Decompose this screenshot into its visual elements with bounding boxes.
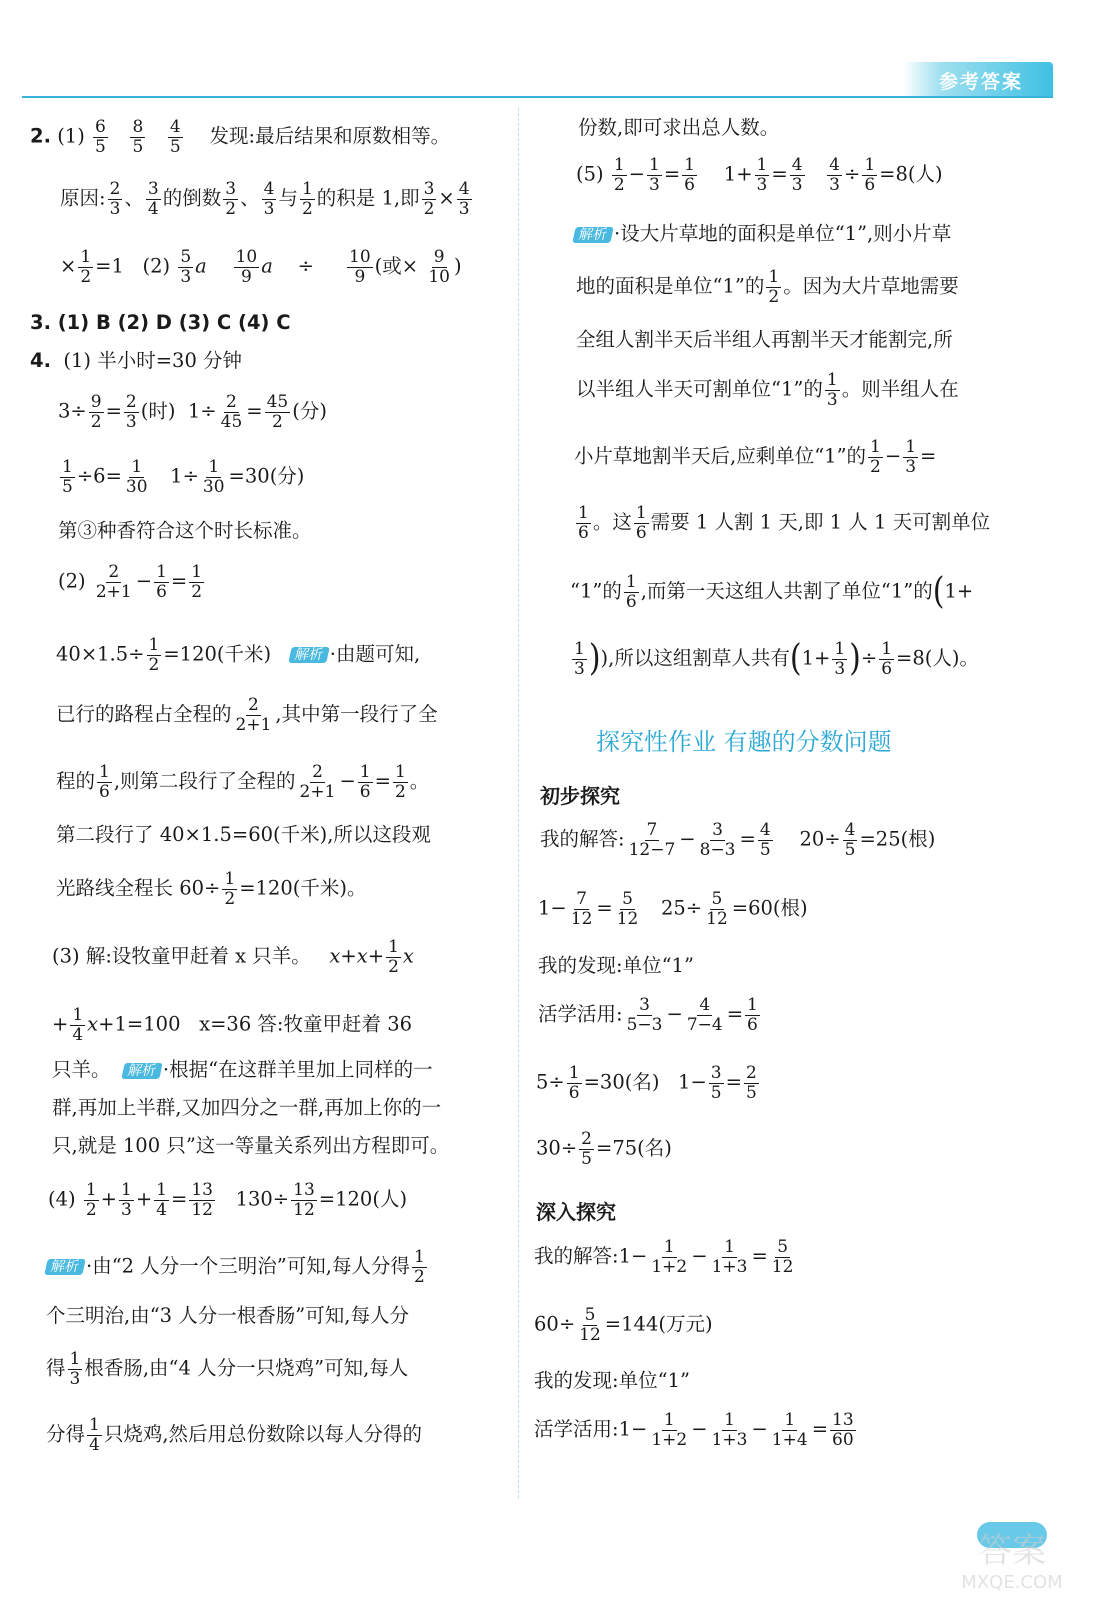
q4-part2-calc: 40×1.5÷ $\frac{1}{2}$ =120(千米) 解析 ·由题可知, bbox=[56, 635, 421, 675]
my-answer-1b: 1− $\frac{7}{12}$ = $\frac{5}{12}$ 25÷ $\frac{5}{12}$ =60(根) bbox=[538, 889, 808, 929]
r-ana5: 小片草地割半天后,应剩单位“1”的 $\frac{1}{2}$ − $\frac{1}{3}$ = bbox=[574, 437, 937, 477]
q3-answers: 3. (1) B (2) D (3) C (4) C bbox=[30, 311, 291, 334]
svg-text:MXQE.COM: MXQE.COM bbox=[961, 1572, 1063, 1593]
my-answer-1: 我的解答: $\frac{7}{12-7}$ − $\frac{3}{8-3}$ = $\frac{4}{5}$ 20÷ $\frac{4}{5}$ =25(根) bbox=[540, 820, 936, 860]
q4-line2: 3÷ $\frac{9}{2}$ = $\frac{2}{3}$ (时) 1÷ $\frac{2}{45}$ = $\frac{45}{2}$ (分) bbox=[58, 392, 327, 432]
sub-heading-1: 初步探究 bbox=[540, 784, 620, 808]
r-line1: 份数,即可求出总人数。 bbox=[578, 116, 780, 139]
r-ana3: 全组人割半天后半组人再割半天才能割完,所 bbox=[576, 328, 953, 351]
q4-part3b: + $\frac{1}{4}$ x+1=100 x=36 答:牧童甲赶着 36 bbox=[52, 1005, 413, 1045]
q4-incense: 第③种香符合这个时长标准。 bbox=[58, 519, 312, 542]
apply-2: 活学活用:1− $\frac{1}{1+2}$ − $\frac{1}{1+3}$ − $\frac{1}{1+4}$ = $\frac{13}{60}$ bbox=[534, 1410, 854, 1450]
header-tab bbox=[903, 62, 1053, 98]
q4-part4d: 分得 $\frac{1}{4}$ 只烧鸡,然后用总份数除以每人分得的 bbox=[46, 1415, 423, 1455]
section-heading: 探究性作业 有趣的分数问题 bbox=[596, 728, 892, 756]
q4-part4: (4) $\frac{1}{2}$ + $\frac{1}{3}$ + $\frac{1}{4}$ = $\frac{13}{12}$ 130÷ $\frac{13}{12}$ =120(人) bbox=[48, 1180, 408, 1220]
header-tab-label: 参考答案 bbox=[938, 71, 1023, 93]
r-part5: (5) $\frac{1}{2}$ − $\frac{1}{3}$ = $\frac{1}{6}$ 1+ $\frac{1}{3}$ = $\frac{4}{3}$ $\frac{4}{3}$ ÷ $\frac{1}{6}$ =8(人) bbox=[576, 155, 943, 195]
analysis-badge: 解析 bbox=[288, 647, 329, 663]
my-answer-2: 我的解答:1− $\frac{1}{1+2}$ − $\frac{1}{1+3}$ = $\frac{5}{12}$ bbox=[534, 1237, 794, 1277]
q2-line2: 原因: $\frac{2}{3}$ 、 $\frac{3}{4}$ 的倒数 $\frac{3}{2}$ 、 $\frac{4}{3}$ 与 $\frac{1}{2}$ 的积是 1,即 $\frac{3}{2}$ × $\frac{4}{3}$ bbox=[60, 179, 470, 219]
q2-line3: × $\frac{1}{2}$ =1 (2) $\frac{5}{3}$ a $\frac{10}{9}$ a ÷ $\frac{10}{9}$ (或× $\frac{9}{10}$ ) bbox=[60, 247, 462, 287]
q2-line1: 2. (1) $\frac{6}{5}$ $\frac{8}{5}$ $\frac{4}{5}$ 发现:最后结果和原数相等。 bbox=[30, 117, 451, 157]
q4-part3: (3) 解:设牧童甲赶着 x 只羊。 x+x+ $\frac{1}{2}$ x bbox=[52, 937, 414, 977]
my-answer-2b: 60÷ $\frac{5}{12}$ =144(万元) bbox=[534, 1305, 713, 1345]
r-ana4: 以半组人半天可割单位“1”的 $\frac{1}{3}$ 。则半组人在 bbox=[576, 370, 959, 410]
r-ana1: 解析 ·设大片草地的面积是单位“1”,则小片草 bbox=[574, 224, 951, 244]
q4-line1: 4. (1) 半小时=30 分钟 bbox=[30, 349, 243, 372]
my-finding-1: 我的发现:单位“1” bbox=[538, 954, 694, 977]
r-ana6: $\frac{1}{6}$ 。这 $\frac{1}{6}$ 需要 1 人割 1 天,即 1 人 1 天可割单位 bbox=[578, 503, 991, 543]
watermark-logo bbox=[937, 1504, 1087, 1594]
r-ana8: $\frac{1}{3}$ )),所以这组割草人共有(1+ $\frac{1}{3}$ )÷ $\frac{1}{6}$ =8(人)。 bbox=[574, 637, 980, 680]
q4-ana2: 已行的路程占全程的 $\frac{2}{2+1}$ ,其中第一段行了全 bbox=[56, 695, 438, 735]
q4-ana4: 第二段行了 40×1.5=60(千米),所以这段观 bbox=[56, 823, 431, 846]
r-ana2: 地的面积是单位“1”的 $\frac{1}{2}$ 。因为大片草地需要 bbox=[576, 267, 959, 307]
q4-ana5: 光路线全程长 60÷ $\frac{1}{2}$ =120(千米)。 bbox=[56, 869, 367, 909]
column-divider bbox=[518, 108, 519, 1498]
q4-part2: (2) $\frac{2}{2+1}$ − $\frac{1}{6}$ = $\frac{1}{2}$ bbox=[58, 562, 203, 602]
q4-part4c: 得 $\frac{1}{3}$ 根香肠,由“4 人分一只烧鸡”可知,每人 bbox=[46, 1349, 409, 1389]
header-rule bbox=[22, 96, 1053, 98]
apply-1c: 30÷ $\frac{2}{5}$ =75(名) bbox=[536, 1129, 672, 1169]
r-ana7: “1”的 $\frac{1}{6}$ ,而第一天这组人共割了单位“1”的(1+ bbox=[570, 570, 974, 613]
q4-line3: $\frac{1}{5}$ ÷6= $\frac{1}{30}$ 1÷ $\frac{1}{30}$ =30(分) bbox=[62, 457, 305, 497]
q4-ana3: 程的 $\frac{1}{6}$ ,则第二段行了全程的 $\frac{2}{2+1}$ − $\frac{1}{6}$ = $\frac{1}{2}$ 。 bbox=[56, 762, 430, 802]
svg-text:答案: 答案 bbox=[978, 1531, 1046, 1571]
q4-part4a: 解析 ·由“2 人分一个三明治”可知,每人分得 $\frac{1}{2}$ bbox=[46, 1248, 429, 1286]
apply-1b: 5÷ $\frac{1}{6}$ =30(名) 1− $\frac{3}{5}$ = $\frac{2}{5}$ bbox=[536, 1063, 757, 1103]
my-finding-2: 我的发现:单位“1” bbox=[534, 1369, 690, 1392]
q4-part3e: 只,就是 100 只”这一等量关系列出方程即可。 bbox=[52, 1134, 450, 1157]
q4-part3d: 群,再加上半群,又加四分之一群,再加上你的一 bbox=[52, 1096, 442, 1119]
apply-1: 活学活用: $\frac{3}{5-3}$ − $\frac{4}{7-4}$ = $\frac{1}{6}$ bbox=[538, 995, 758, 1035]
q4-part3c: 只羊。 解析 ·根据“在这群羊里加上同样的一 bbox=[52, 1058, 433, 1081]
q4-part4b: 个三明治,由“3 人分一根香肠”可知,每人分 bbox=[46, 1304, 409, 1327]
sub-heading-2: 深入探究 bbox=[536, 1200, 616, 1224]
